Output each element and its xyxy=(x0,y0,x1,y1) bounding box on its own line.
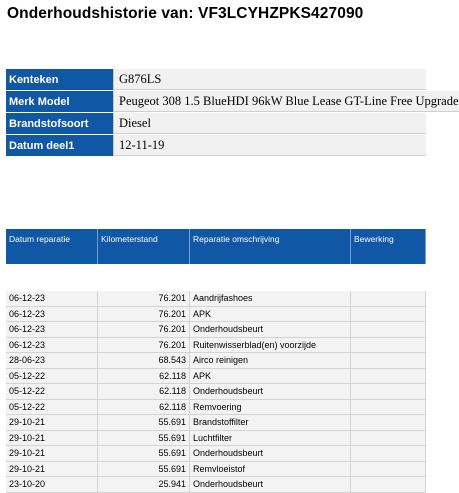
operation-cell xyxy=(351,291,426,306)
page-title: Onderhoudshistorie van: VF3LCYHZPKS427090 xyxy=(7,5,364,22)
operation-cell xyxy=(351,353,426,368)
vehicle-info-table xyxy=(6,69,459,156)
header-repair-description: Reparatie omschrijving xyxy=(190,229,351,264)
vehicle-info-row-fuel xyxy=(6,113,426,135)
repair-date-cell: 06-12-23 xyxy=(6,291,98,306)
repair-description-cell: Airco reinigen xyxy=(190,353,351,368)
repair-date-cell: 29-10-21 xyxy=(6,446,98,461)
repair-date-cell: 23-10-20 xyxy=(6,477,98,492)
table-row xyxy=(6,384,426,400)
repair-description-cell: Onderhoudsbeurt xyxy=(190,322,351,337)
header-repair-date: Datum reparatie xyxy=(6,229,98,264)
repair-description-cell: APK xyxy=(190,369,351,384)
table-row xyxy=(6,431,426,447)
table-row xyxy=(6,307,426,323)
operation-cell xyxy=(351,400,426,415)
operation-cell xyxy=(351,477,426,492)
repair-description-cell: Remvoering xyxy=(190,400,351,415)
vehicle-info-row-model xyxy=(6,91,459,113)
operation-cell xyxy=(351,338,426,353)
repair-date-cell: 05-12-22 xyxy=(6,400,98,415)
mileage-cell: 55.691 xyxy=(98,462,190,477)
table-row xyxy=(6,322,426,338)
header-mileage: Kilometerstand xyxy=(98,229,190,264)
repair-date-cell: 05-12-22 xyxy=(6,384,98,399)
operation-cell xyxy=(351,446,426,461)
vehicle-info-row-license xyxy=(6,69,426,91)
repair-description-cell: Ruitenwisserblad(en) voorzijde xyxy=(190,338,351,353)
operation-cell xyxy=(351,462,426,477)
table-row xyxy=(6,369,426,385)
mileage-cell: 62.118 xyxy=(98,369,190,384)
make-model-label: Merk Model xyxy=(6,91,113,112)
operation-cell xyxy=(351,415,426,430)
repair-description-cell: Remvloeistof xyxy=(190,462,351,477)
table-row xyxy=(6,462,426,478)
table-body xyxy=(6,291,426,493)
repair-date-cell: 28-06-23 xyxy=(6,353,98,368)
mileage-cell: 76.201 xyxy=(98,338,190,353)
table-row xyxy=(6,477,426,493)
mileage-cell: 76.201 xyxy=(98,291,190,306)
fuel-type-label: Brandstofsoort xyxy=(6,113,113,134)
table-header xyxy=(6,229,426,264)
repair-date-cell: 29-10-21 xyxy=(6,415,98,430)
mileage-cell: 68.543 xyxy=(98,353,190,368)
operation-cell xyxy=(351,431,426,446)
repair-description-cell: Luchtfilter xyxy=(190,431,351,446)
mileage-cell: 76.201 xyxy=(98,307,190,322)
mileage-cell: 76.201 xyxy=(98,322,190,337)
operation-cell xyxy=(351,322,426,337)
repair-date-cell: 29-10-21 xyxy=(6,431,98,446)
operation-cell xyxy=(351,307,426,322)
repair-description-cell: Onderhoudsbeurt xyxy=(190,477,351,492)
operation-cell xyxy=(351,384,426,399)
mileage-cell: 62.118 xyxy=(98,400,190,415)
license-plate-value: G876LS xyxy=(113,69,426,90)
make-model-value: Peugeot 308 1.5 BlueHDI 96kW Blue Lease GT-Line Free Upgrade xyxy=(113,91,459,112)
repair-description-cell: Brandstoffilter xyxy=(190,415,351,430)
repair-description-cell: Onderhoudsbeurt xyxy=(190,446,351,461)
table-row xyxy=(6,415,426,431)
repair-description-cell: Onderhoudsbeurt xyxy=(190,384,351,399)
header-spacer xyxy=(6,264,426,291)
license-plate-label: Kenteken xyxy=(6,69,113,90)
mileage-cell: 62.118 xyxy=(98,384,190,399)
table-row xyxy=(6,338,426,354)
table-row xyxy=(6,291,426,307)
repair-date-cell: 29-10-21 xyxy=(6,462,98,477)
header-operation: Bewerking xyxy=(351,229,426,264)
mileage-cell: 55.691 xyxy=(98,415,190,430)
mileage-cell: 55.691 xyxy=(98,431,190,446)
table-row xyxy=(6,446,426,462)
table-row xyxy=(6,400,426,416)
mileage-cell: 55.691 xyxy=(98,446,190,461)
registration-date-label: Datum deel1 xyxy=(6,135,113,156)
repair-description-cell: Aandrijfashoes xyxy=(190,291,351,306)
repair-date-cell: 06-12-23 xyxy=(6,322,98,337)
repair-description-cell: APK xyxy=(190,307,351,322)
operation-cell xyxy=(351,369,426,384)
repair-date-cell: 05-12-22 xyxy=(6,369,98,384)
repair-date-cell: 06-12-23 xyxy=(6,307,98,322)
vehicle-info-row-date xyxy=(6,135,426,156)
mileage-cell: 25.941 xyxy=(98,477,190,492)
repair-date-cell: 06-12-23 xyxy=(6,338,98,353)
table-row xyxy=(6,353,426,369)
fuel-type-value: Diesel xyxy=(113,113,426,134)
registration-date-value: 12-11-19 xyxy=(113,135,426,156)
maintenance-history-table xyxy=(6,229,426,493)
